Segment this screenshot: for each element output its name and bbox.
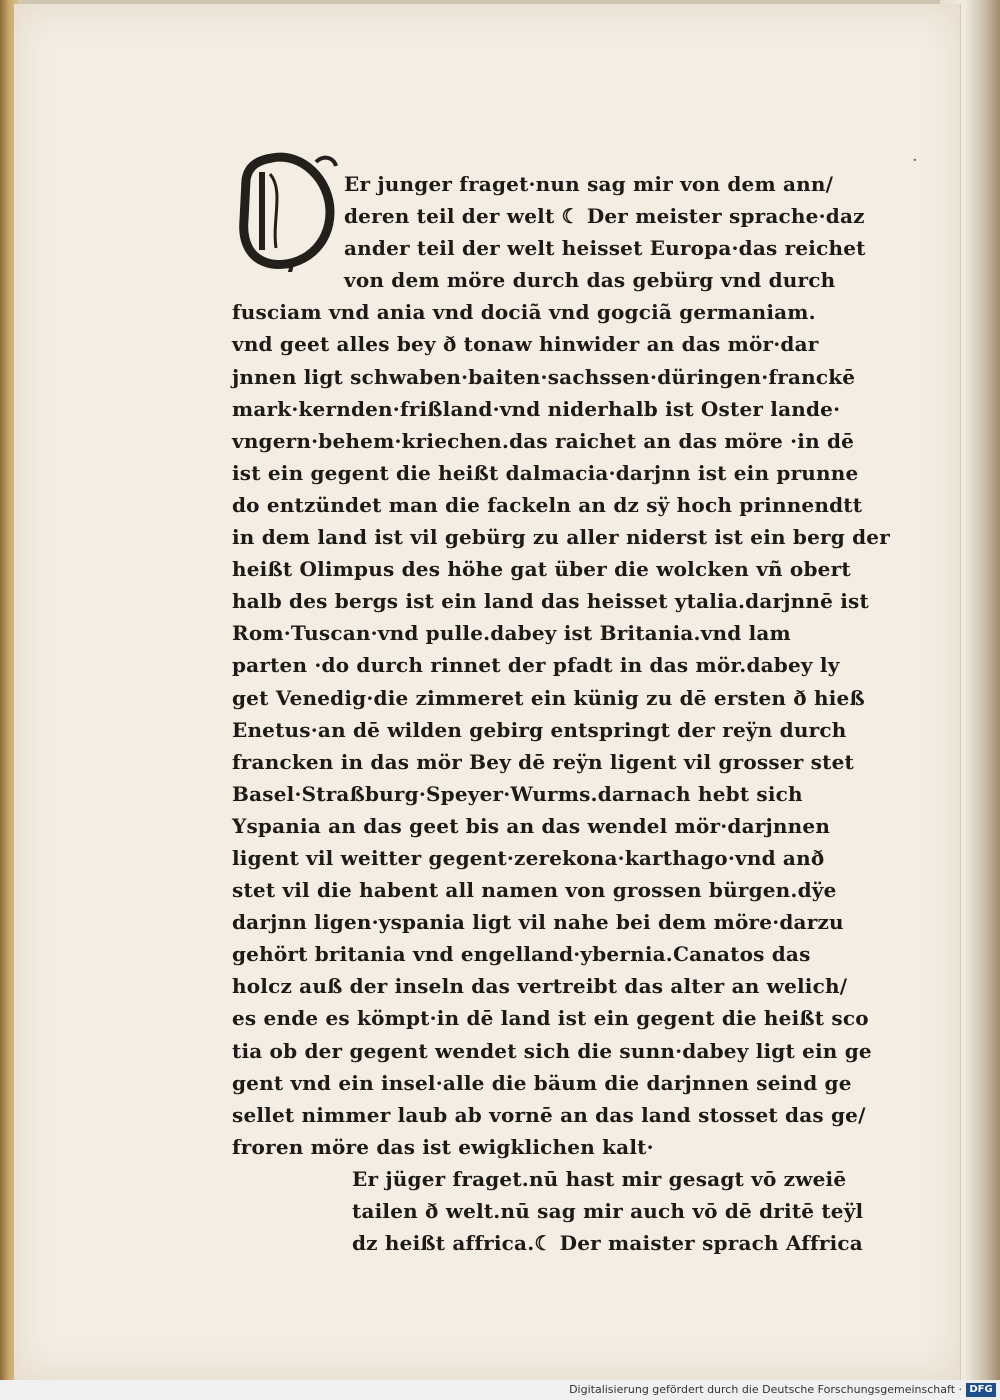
text-line: gehört britania vnd engelland·ybernia.Canatos das — [232, 942, 811, 967]
text-line: jnnen ligt schwaben·baiten·sachssen·düringen·franckē — [232, 364, 856, 389]
text-line: es ende es kömpt·in dē land ist ein gegent die heißt sco — [232, 1006, 869, 1031]
text-line: mark·kernden·frißland·vnd niderhalb ist Oster lande· — [232, 396, 841, 421]
text-line: darjnn ligen·yspania ligt vil nahe bei dem möre·darzu — [232, 910, 844, 935]
text-line: Basel·Straßburg·Speyer·Wurms.darnach hebt sich — [232, 781, 803, 806]
text-line: Enetus·an dē wilden gebirg entspringt der reÿn durch — [232, 717, 847, 742]
text-line: francken in das mör Bey dē reÿn ligent vil grosser stet — [232, 749, 854, 774]
text-line: Er junger fraget·nun sag mir von dem ann/ — [344, 172, 834, 196]
text-line: ligent vil weitter gegent·zerekona·karthago·vnd anð — [232, 845, 825, 870]
text-line: vngern·behem·kriechen.das raichet an das möre ·in dē — [232, 428, 855, 453]
text-line: Yspania an das geet bis an das wendel mör·darjnnen — [232, 813, 831, 838]
text-line: gent vnd ein insel·alle die bäum die darjnnen seind ge — [232, 1070, 852, 1095]
text-line: vnd geet alles bey ð tonaw hinwider an das mör·dar — [232, 332, 819, 357]
text-line: deren teil der welt ☾ Der meister sprache·daz — [344, 204, 865, 229]
text-line: get Venedig·die zimmeret ein künig zu dē ersten ð hieß — [232, 685, 865, 710]
text-line: in dem land ist vil gebürg zu aller niderst ist ein berg der — [232, 525, 890, 550]
text-line: Er jüger fraget.nū hast mir gesagt vō zweiē — [352, 1166, 847, 1191]
dfg-logo: DFG — [966, 1383, 996, 1397]
margin-mark: · — [912, 150, 918, 171]
text-line: stet vil die habent all namen von grossen bürgen.dÿe — [232, 878, 837, 903]
text-line: von dem möre durch das gebürg vnd durch — [344, 268, 836, 293]
text-line: tia ob der gegent wendet sich die sunn·dabey ligt ein ge — [232, 1038, 872, 1063]
text-line: tailen ð welt.nū sag mir auch vō dē dritē teÿl — [352, 1199, 864, 1223]
text-line: Rom·Tuscan·vnd pulle.dabey ist Britania.vnd lam — [232, 621, 791, 646]
text-line: holcz auß der inseln das vertreibt das alter an welich/ — [232, 974, 848, 999]
text-line: ist ein gegent die heißt dalmacia·darjnn ist ein prunne — [232, 460, 859, 485]
text-line: do entzündet man die fackeln an dz sÿ hoch prinnendtt — [232, 492, 863, 517]
text-line: dz heißt affrica.☾ Der maister sprach Affrica — [352, 1231, 863, 1256]
text-line: fusciam vnd ania vnd dociã vnd gogciã germaniam. — [232, 300, 816, 325]
digitization-footer — [0, 1380, 1000, 1400]
funding-credit: Digitalisierung gefördert durch die Deutsche Forschungsgemeinschaft · — [569, 1383, 962, 1396]
blackletter-text-block — [232, 168, 890, 1259]
text-line: froren möre das ist ewigklichen kalt· — [232, 1134, 654, 1159]
text-line: parten ·do durch rinnet der pfadt in das mör.dabey ly — [232, 653, 840, 678]
text-line: halb des bergs ist ein land das heisset ytalia.darjnnē ist — [232, 589, 869, 614]
text-line: sellet nimmer laub ab vornē an das land stosset das ge/ — [232, 1102, 866, 1127]
text-line: ander teil der welt heisset Europa·das reichet — [344, 236, 866, 261]
text-line: heißt Olimpus des höhe gat über die wolcken vñ obert — [232, 557, 851, 582]
